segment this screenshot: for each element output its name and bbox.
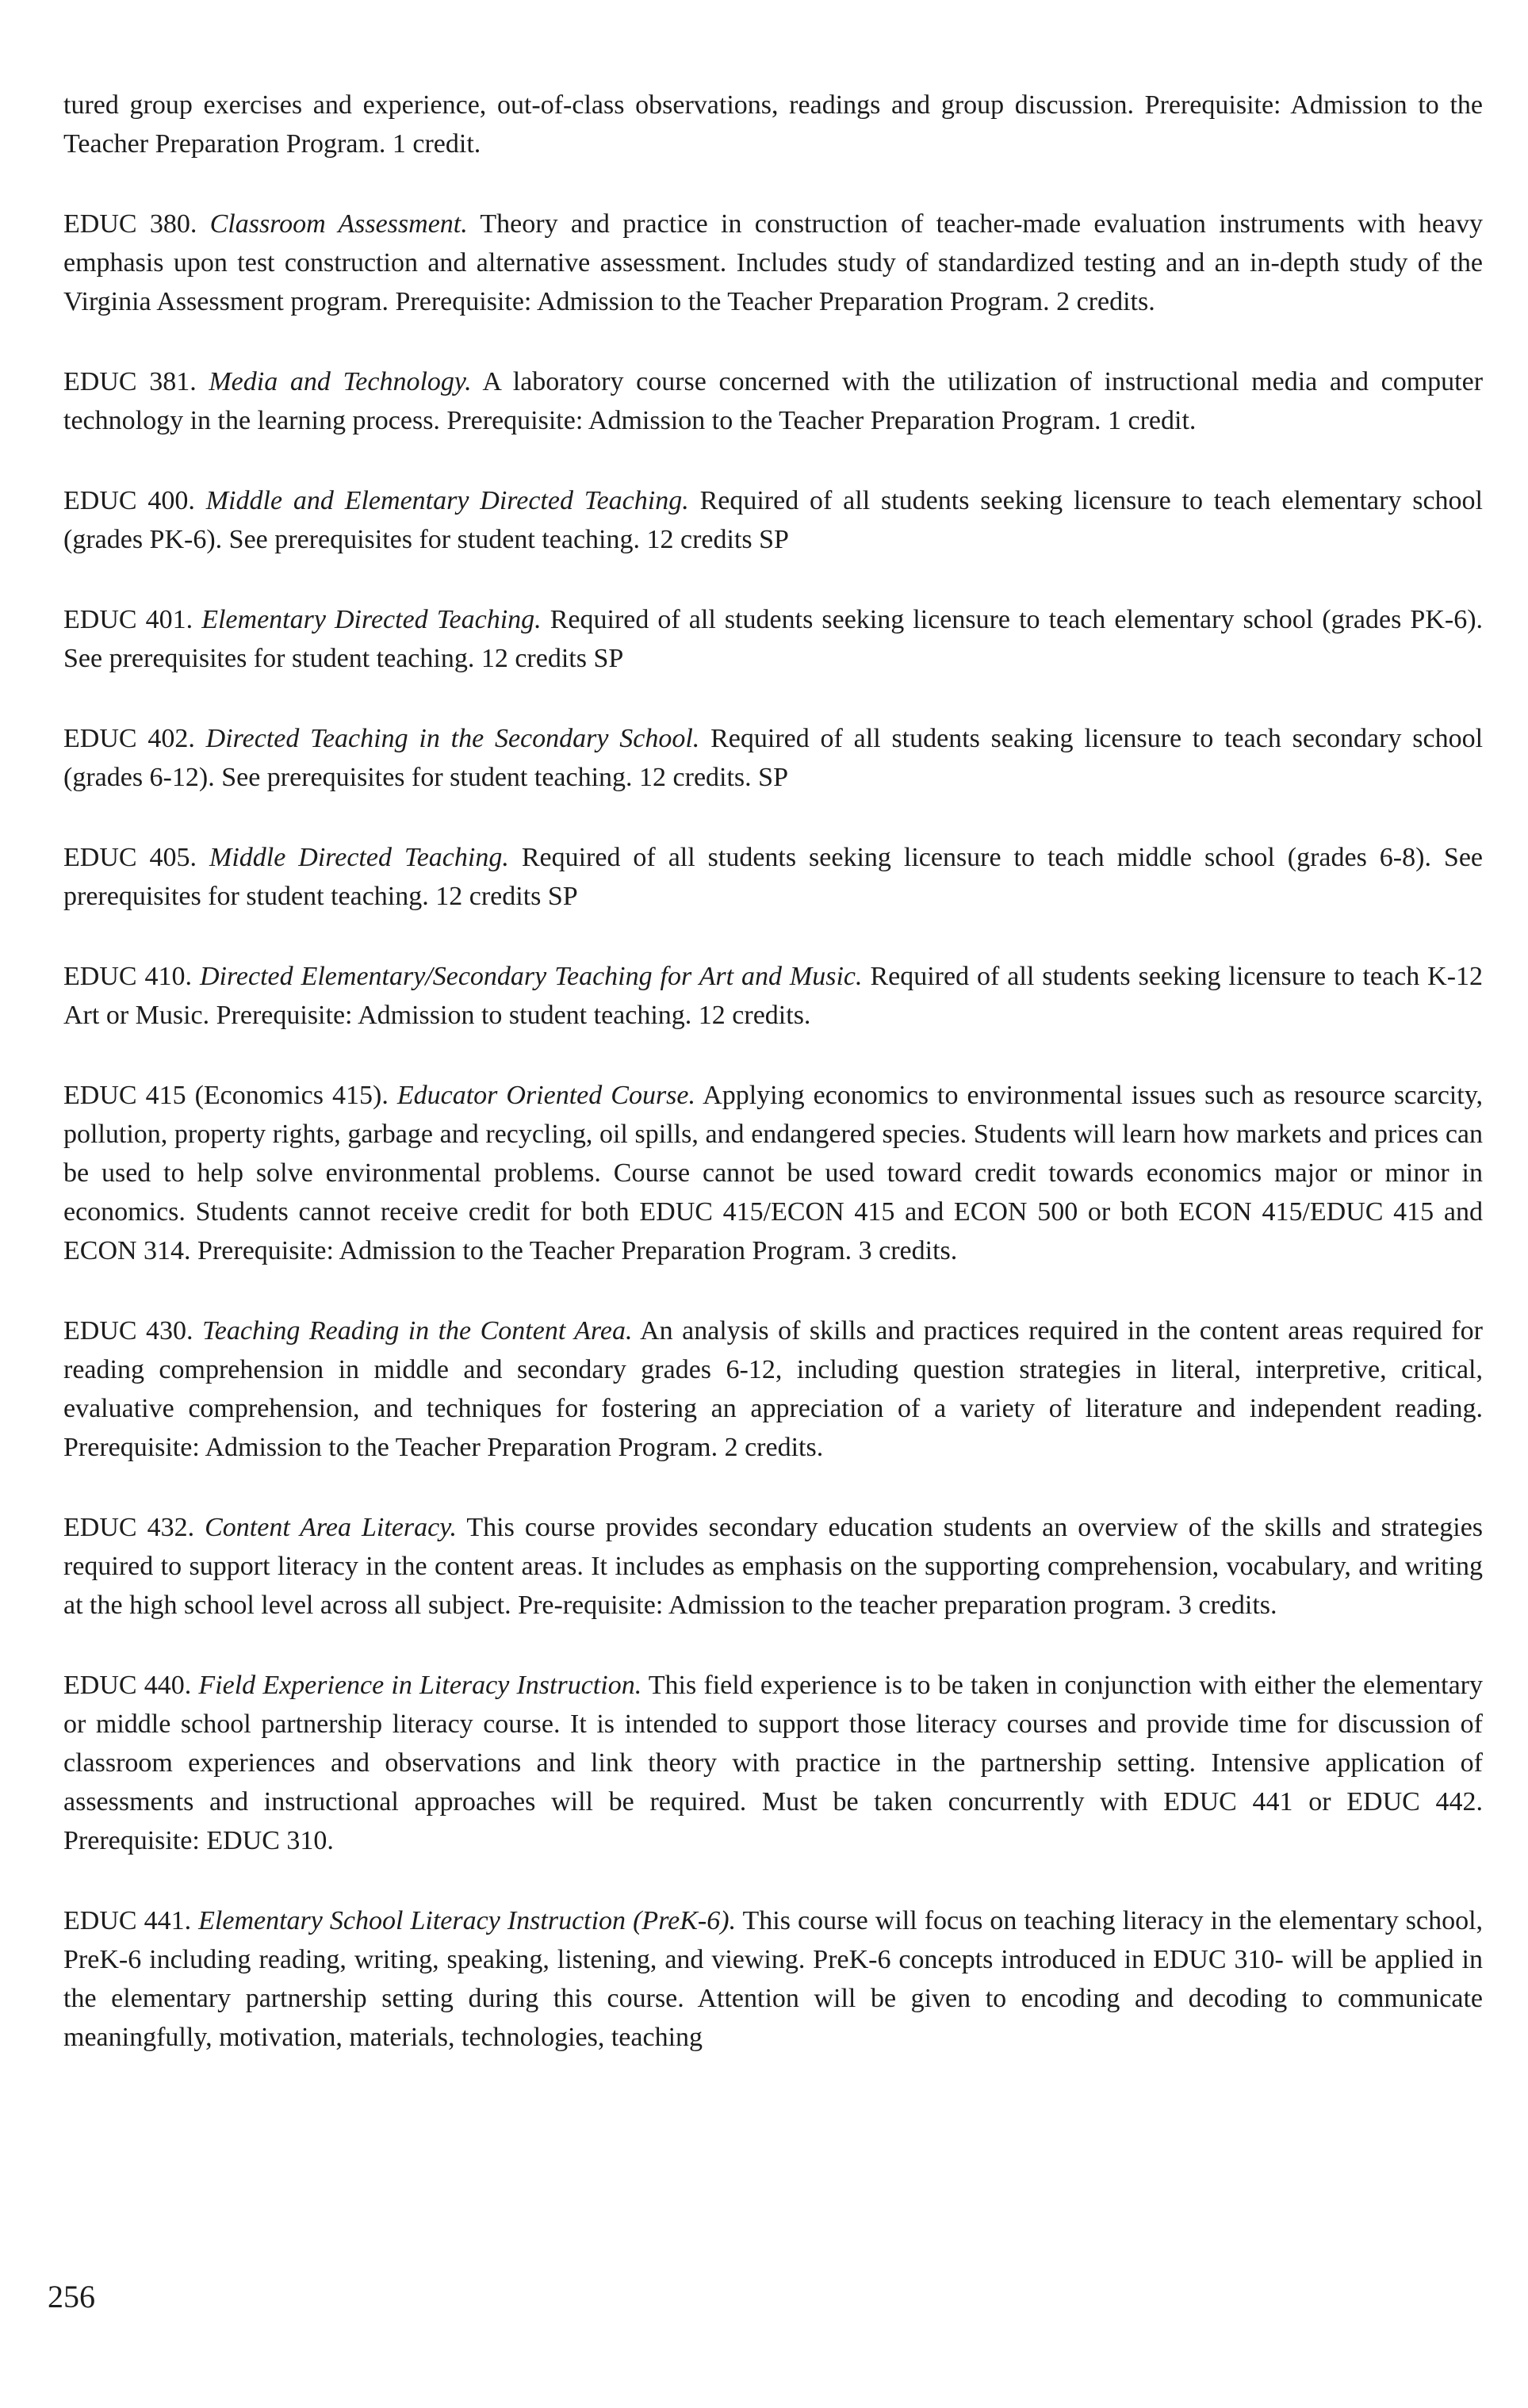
course-title: Middle Directed Teaching. (209, 843, 509, 872)
course-description: This course provides secondary education students an overview of the skills and strategies required to support literacy in the content areas. It includes as emphasis on the supporting comprehension, vocabulary, and writing at the high school level across all subject. Pre-requisite: Admission to the teacher preparation program. 3 credits. (63, 1513, 1484, 1620)
course-description: Required of all students seeking licensure to teach K-12 Art or Music. Prerequisite: Admission to student teaching. 12 credits. (63, 962, 1484, 1030)
course-title: Classroom Assessment. (209, 209, 468, 239)
course-description: Theory and practice in construction of teacher-made evaluation instruments with heavy emphasis upon test construction and alternative assessment. Includes study of standardized testing and an in-depth study of the Virginia Assessment program. Prerequisite: Admission to the Teacher Preparation Program. 2 credits. (63, 209, 1484, 316)
continued-course-text: tured group exercises and experience, out-of-class observations, readings and group discussion. Prerequisite: Admission to the Teacher Preparation Program. 1 credit. (63, 90, 1483, 159)
catalog-page (63, 86, 1483, 2098)
course-title: Elementary Directed Teaching. (201, 605, 542, 634)
course-entry-educ-402 (63, 719, 1483, 797)
course-description: Required of all students seeking licensure to teach elementary school (grades PK-6). See prerequisites for student teaching. 12 credits SP (63, 605, 1484, 673)
course-code: EDUC 402. (63, 724, 195, 753)
course-title: Directed Teaching in the Secondary School. (205, 724, 700, 753)
course-code: EDUC 432. (63, 1513, 195, 1542)
course-entry-educ-430 (63, 1311, 1483, 1467)
course-entry-educ-441 (63, 1901, 1483, 2057)
course-title: Media and Technology. (209, 367, 472, 396)
course-entry-educ-415 (63, 1076, 1483, 1270)
course-description: An analysis of skills and practices required in the content areas required for reading comprehension in middle and secondary grades 6-12, including question strategies in literal, interpretive, critical, evaluative comprehension, and techniques for fostering an appreciation of a variety of literature and independent reading. Prerequisite: Admission to the Teacher Preparation Program. 2 credits. (63, 1316, 1483, 1462)
course-title: Field Experience in Literacy Instruction. (198, 1671, 642, 1700)
course-code: EDUC 440. (63, 1671, 192, 1700)
course-code: EDUC 380. (63, 209, 197, 239)
course-entry-educ-432 (63, 1508, 1483, 1625)
course-code: EDUC 400. (63, 486, 195, 515)
course-title: Elementary School Literacy Instruction (PreK-6). (198, 1906, 737, 1935)
course-title: Educator Oriented Course. (396, 1081, 696, 1110)
course-code: EDUC 441. (63, 1906, 192, 1935)
course-description: Required of all students seeking licensure to teach elementary school (grades PK-6). See prerequisites for student teaching. 12 credits SP (63, 486, 1484, 554)
page-number: 256 (48, 2279, 95, 2314)
course-entry-educ-400 (63, 481, 1483, 559)
course-entry-educ-380 (63, 205, 1483, 321)
course-title: Directed Elementary/Secondary Teaching for Art and Music. (199, 962, 863, 991)
course-code: EDUC 401. (63, 605, 193, 634)
course-entry-educ-405 (63, 838, 1483, 916)
course-entry-educ-410 (63, 957, 1483, 1035)
course-code: EDUC 410. (63, 962, 192, 991)
course-description: This course will focus on teaching literacy in the elementary school, PreK-6 including reading, writing, speaking, listening, and viewing. PreK-6 concepts introduced in EDUC 310- will be applied in the elementary partnership setting during this course. Attention will be given to encoding and decoding to communicate meaningfully, motivation, materials, technologies, teaching (63, 1906, 1484, 2052)
course-code: EDUC 381. (63, 367, 197, 396)
course-entry-educ-381 (63, 362, 1483, 440)
course-description: Required of all students seeking licensure to teach middle school (grades 6-8). See prerequisites for student teaching. 12 credits SP (63, 843, 1483, 911)
course-description: Applying economics to environmental issues such as resource scarcity, pollution, property rights, garbage and recycling, oil spills, and endangered species. Students will learn how markets and prices can be used to help solve environmental problems. Course cannot be used toward credit towards economics major or minor in economics. Students cannot receive credit for both EDUC 415/ECON 415 and ECON 500 or both ECON 415/EDUC 415 and ECON 314. Prerequisite: Admission to the Teacher Preparation Program. 3 credits. (63, 1081, 1483, 1265)
course-title: Middle and Elementary Directed Teaching. (205, 486, 689, 515)
course-description: This field experience is to be taken in conjunction with either the elementary or middle school partnership literacy course. It is intended to support those literacy courses and provide time for discussion of classroom experiences and observations and link theory with practice in the partnership setting. Intensive application of assessments and instructional approaches will be required. Must be taken concurrently with EDUC 441 or EDUC 442. Prerequisite: EDUC 310. (63, 1671, 1483, 1855)
course-code: EDUC 415 (Economics 415). (63, 1081, 389, 1110)
course-code: EDUC 430. (63, 1316, 193, 1346)
course-description: A laboratory course concerned with the utilization of instructional media and computer technology in the learning process. Prerequisite: Admission to the Teacher Preparation Program. 1 credit. (63, 367, 1484, 435)
course-title: Content Area Literacy. (205, 1513, 457, 1542)
course-title: Teaching Reading in the Content Area. (202, 1316, 633, 1346)
course-description: Required of all students seaking licensure to teach secondary school (grades 6-12). See prerequisites for student teaching. 12 credits. SP (63, 724, 1484, 792)
course-code: EDUC 405. (63, 843, 197, 872)
course-entry-educ-401 (63, 600, 1483, 678)
course-entry-educ-440 (63, 1666, 1483, 1860)
